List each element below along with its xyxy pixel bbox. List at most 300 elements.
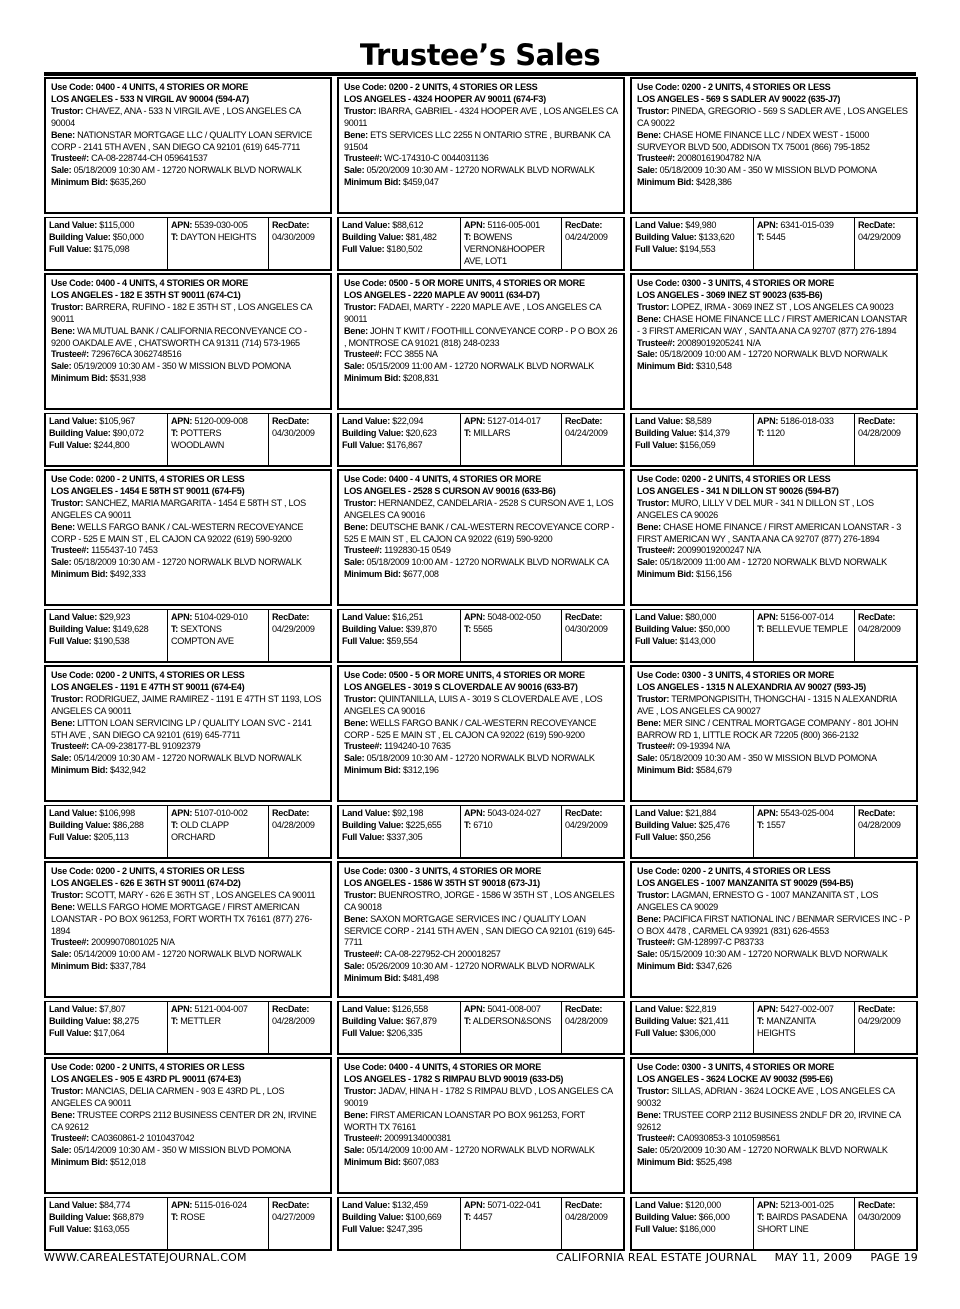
tract-value: 1557 [766,819,786,830]
tract-label: T: [464,623,472,634]
trustee-value: 20099019200247 N/A [677,545,761,556]
listing-entry [630,1057,918,1253]
valuation-box [44,217,332,271]
min-bid-line [344,765,619,777]
full-line [342,440,457,452]
valuation-box [337,609,625,663]
trustee-value: CA0930853-3 1010598561 [677,1133,781,1144]
trustee-label: Trustee#: [51,741,89,752]
building-label: Building Value: [635,1015,697,1026]
land-value: $106,998 [99,808,135,818]
valuation-box [630,217,918,271]
bene-value: CHASE HOME FINANCE / FIRST AMERICAN LOANSTAR - 3 FIRST AMERICAN WY , SANTA ANA CA 92707 (877) 276-1894 [637,521,901,544]
building-line [635,428,750,440]
trustee-value: CA-09-238177-BL 91092379 [91,741,201,752]
full-label: Full Value: [342,1027,385,1038]
tract-line [464,624,558,636]
land-value: $126,558 [392,1004,428,1014]
use-code: Use Code: 0300 - 3 UNITS, 4 STORIES OR MORE [344,866,542,876]
valuation-box [337,1001,625,1055]
trustor-label: Trustor: [51,889,84,900]
recdate-label: RecDate: [565,220,603,230]
building-value: $20,623 [405,427,437,438]
apn-label: APN: [171,1200,193,1210]
apn-line [171,416,265,428]
listing-entry [44,273,332,469]
recdate-cell [269,610,330,661]
sale-line [344,165,619,177]
land-value: $115,000 [99,220,135,230]
land-line [635,1200,750,1212]
property-address: LOS ANGELES - 569 S SADLER AV 90022 (635-J7) [637,93,841,104]
recdate-cell [855,610,916,661]
recdate-label: RecDate: [858,1004,896,1014]
min-bid-label: Minimum Bid: [344,569,401,580]
trustee-line [637,1133,912,1145]
min-bid-value: $428,386 [696,177,732,188]
bene-value: TRUSTEE CORP 2112 BUSINESS 2NDLF DR 20, IRVINE CA 92612 [637,1109,901,1132]
recdate-label: RecDate: [858,416,896,426]
trustor-line [637,302,912,314]
building-label: Building Value: [635,231,697,242]
trustee-line [51,1133,326,1145]
bene-label: Bene: [344,717,368,728]
apn-cell [168,1198,269,1249]
full-label: Full Value: [342,439,385,450]
min-bid-value: $347,626 [696,961,732,972]
recdate-cell [855,1198,916,1249]
full-line [342,1028,457,1040]
apn-label: APN: [757,612,779,622]
full-line [342,244,457,256]
building-value: $68,879 [112,1211,144,1222]
land-line [49,612,164,624]
bene-value: CHASE HOME FINANCE LLC / NDEX WEST - 15000 SURVEYOR BLVD 500, ADDISON TX 75001 (866) 795-1852 [637,129,870,152]
trustor-value: HERNANDEZ, CANDELARIA - 2528 S CURSON AVE 1, LOS ANGELES CA 90016 [344,497,614,520]
min-bid-label: Minimum Bid: [344,765,401,776]
trustor-label: Trustor: [637,497,670,508]
tract-value: POTTERS WOODLAWN [171,427,224,450]
apn-value: 5156-007-014 [780,612,834,622]
listing-details [337,273,625,410]
valuation-box [630,1001,918,1055]
apn-value: 6341-015-039 [780,220,834,230]
trustor-line [637,694,912,718]
min-bid-line [637,1157,912,1169]
apn-line [757,612,851,624]
valuation-box [337,1197,625,1251]
tract-value: BELLEVUE TEMPLE [766,623,848,634]
trustee-line [637,741,912,753]
apn-cell [754,610,855,661]
bene-line [51,130,326,154]
full-value: $156,059 [679,439,716,450]
building-label: Building Value: [635,819,697,830]
values-cell [46,610,168,661]
recdate-cell [562,610,623,661]
tract-line [171,428,265,452]
building-line [49,820,164,832]
recdate-value-line [565,820,620,832]
apn-label: APN: [171,1004,193,1014]
valuation-box [630,805,918,859]
listing-entry [630,77,918,273]
full-label: Full Value: [49,635,92,646]
apn-line [757,416,851,428]
recdate-label-line [858,808,913,820]
recdate-label: RecDate: [272,220,310,230]
use-code-line [344,474,619,486]
use-code: Use Code: 0400 - 4 UNITS, 4 STORIES OR MORE [51,82,249,92]
full-label: Full Value: [49,1223,92,1234]
min-bid-line [344,1157,619,1169]
full-value: $205,113 [93,831,129,842]
land-label: Land Value: [49,220,97,230]
trustee-value: 1155437-10 7453 [91,545,158,556]
recdate-value-line [272,820,327,832]
min-bid-value: $531,938 [110,373,146,384]
min-bid-label: Minimum Bid: [637,177,694,188]
recdate-value-line [565,428,620,440]
trustor-line [344,106,619,130]
address-line [51,682,326,694]
building-label: Building Value: [49,1015,111,1026]
bene-value: NATIONSTAR MORTGAGE LLC / QUALITY LOAN SERVICE CORP - 2141 5TH AVEN , SAN DIEGO CA 92101 (619) 645-7711 [51,129,313,152]
trustor-value: BUENROSTRO, JORGE - 1586 W 35TH ST , LOS ANGELES CA 90018 [344,889,615,912]
recdate-label-line [565,1200,620,1212]
recdate-label-line [858,220,913,232]
sale-value: 05/18/2009 10:30 AM - 12720 NORWALK BLVD NORWALK [73,557,302,568]
recdate-value: 04/28/2009 [272,819,315,830]
sale-label: Sale: [637,949,658,960]
sale-label: Sale: [344,961,365,972]
apn-value: 5071-022-041 [487,1200,541,1210]
sale-label: Sale: [344,753,365,764]
trustee-value: FCC 3855 NA [384,349,438,360]
tract-line [464,428,558,440]
trustor-label: Trustor: [344,693,377,704]
apn-label: APN: [757,416,779,426]
apn-cell [168,806,269,857]
trustee-value: CA-08-228744-CH 059641537 [91,153,208,164]
apn-line [464,808,558,820]
land-label: Land Value: [49,1004,97,1014]
listing-details [630,861,918,998]
valuation-box [630,1197,918,1251]
building-value: $21,411 [698,1015,729,1026]
values-cell [339,1002,461,1053]
property-address: LOS ANGELES - 3019 S CLOVERDALE AV 90016 (633-B7) [344,681,578,692]
apn-line [464,612,558,624]
bene-value: SAXON MORTGAGE SERVICES INC / QUALITY LOAN SERVICE CORP - 2141 5TH AVEN , SAN DIEGO CA 92101 (619) 645-7711 [344,913,615,948]
apn-label: APN: [171,612,193,622]
apn-line [171,808,265,820]
trustee-line [637,338,912,350]
recdate-value: 04/29/2009 [858,231,901,242]
sale-label: Sale: [51,361,72,372]
listing-entry [44,469,332,665]
bene-value: WELLS FARGO BANK / CAL-WESTERN RECOVEYANCE CORP - 525 E MAIN ST , EL CAJON CA 92022 (619) 590-9200 [51,521,304,544]
building-line [635,820,750,832]
apn-label: APN: [171,808,193,818]
min-bid-line [344,569,619,581]
values-cell [46,218,168,269]
recdate-value: 04/29/2009 [565,819,608,830]
recdate-label: RecDate: [565,416,603,426]
building-value: $25,476 [698,819,730,830]
min-bid-label: Minimum Bid: [51,177,108,188]
property-address: LOS ANGELES - 1315 N ALEXANDRIA AV 90027 (593-J5) [637,681,866,692]
min-bid-value: $607,083 [403,1157,439,1168]
trustee-label: Trustee#: [51,349,89,360]
trustor-label: Trustor: [51,693,84,704]
title-rule [44,72,916,76]
page-title: Trustee’s Sales [359,38,601,72]
footer-page: PAGE 19 [870,1251,918,1264]
land-label: Land Value: [635,1004,683,1014]
recdate-label: RecDate: [565,1200,603,1210]
valuation-box [337,805,625,859]
land-line [635,808,750,820]
use-code-line [637,278,912,290]
bene-line [344,130,619,154]
full-value: $50,256 [679,831,711,842]
min-bid-label: Minimum Bid: [637,1157,694,1168]
values-cell [339,218,461,269]
bene-value: WA MUTUAL BANK / CALIFORNIA RECONVEYANCE CO - 9200 OAKDALE AVE , CHATSWORTH CA 91311 (714) 573-1965 [51,325,307,348]
recdate-cell [269,1198,330,1249]
property-address: LOS ANGELES - 3624 LOCKE AV 90032 (595-E6) [637,1073,833,1084]
land-label: Land Value: [342,416,390,426]
listing-details [337,861,625,998]
trustor-label: Trustor: [637,693,670,704]
trustor-value: IBARRA, GABRIEL - 4324 HOOPER AVE , LOS ANGELES CA 90011 [344,105,618,128]
property-address: LOS ANGELES - 905 E 43RD PL 90011 (674-E3) [51,1073,241,1084]
building-line [49,232,164,244]
sale-label: Sale: [637,557,658,568]
apn-cell [461,1002,562,1053]
address-line [637,878,912,890]
address-line [637,94,912,106]
min-bid-label: Minimum Bid: [344,177,401,188]
building-line [635,1016,750,1028]
land-label: Land Value: [342,1200,390,1210]
values-cell [339,1198,461,1249]
min-bid-value: $492,333 [110,569,146,580]
use-code-line [51,866,326,878]
apn-line [171,1200,265,1212]
listing-details [44,77,332,214]
listing-details [630,665,918,802]
land-line [635,612,750,624]
trustee-label: Trustee#: [344,153,382,164]
sale-label: Sale: [344,1145,365,1156]
min-bid-label: Minimum Bid: [344,973,401,984]
trustor-value: MURO, LILLY V DEL MUR - 341 N DILLON ST , LOS ANGELES CA 90026 [637,497,874,520]
listing-entry [630,665,918,861]
sale-line [51,1145,326,1157]
sale-label: Sale: [51,949,72,960]
bene-value: PACIFICA FIRST NATIONAL INC / BENMAR SERVICES INC - P O BOX 4478 , CARMEL CA 93921 (831) 626-4553 [637,913,910,936]
apn-cell [754,1198,855,1249]
apn-value: 5213-001-025 [780,1200,834,1210]
apn-cell [754,806,855,857]
recdate-value: 04/28/2009 [272,1015,315,1026]
building-value: $86,288 [112,819,144,830]
apn-value: 5115-016-024 [194,1200,247,1210]
full-value: $244,800 [93,439,130,450]
recdate-label-line [565,1004,620,1016]
bene-line [344,326,619,350]
trustor-label: Trustor: [637,105,670,116]
footer-website[interactable]: WWW.CAREALESTATEJOURNAL.COM [44,1251,247,1264]
property-address: LOS ANGELES - 1007 MANZANITA ST 90029 (594-B5) [637,877,854,888]
trustee-label: Trustee#: [637,937,675,948]
trustee-label: Trustee#: [51,937,89,948]
values-cell [46,1198,168,1249]
property-address: LOS ANGELES - 341 N DILLON ST 90026 (594-B7) [637,485,839,496]
sale-line [344,961,619,973]
full-value: $17,064 [93,1027,125,1038]
values-cell [632,1198,754,1249]
building-line [342,232,457,244]
trustee-value: 09-19394 N/A [677,741,730,752]
use-code-line [344,82,619,94]
recdate-cell [562,806,623,857]
listing-details [44,273,332,410]
full-label: Full Value: [49,831,92,842]
apn-line [757,808,851,820]
recdate-label: RecDate: [858,612,896,622]
tract-value: METTLER [180,1015,221,1026]
trustor-value: PINEDA, GREGORIO - 569 S SADLER AVE , LOS ANGELES CA 90022 [637,105,908,128]
min-bid-label: Minimum Bid: [637,361,694,372]
trustor-label: Trustor: [51,301,84,312]
building-value: $133,620 [698,231,735,242]
recdate-value: 04/27/2009 [272,1211,315,1222]
tract-label: T: [464,1015,472,1026]
full-line [49,832,164,844]
use-code: Use Code: 0200 - 2 UNITS, 4 STORIES OR LESS [637,82,831,92]
apn-value: 5104-029-010 [194,612,248,622]
recdate-value-line [272,428,327,440]
trustee-line [637,153,912,165]
building-label: Building Value: [635,1211,697,1222]
full-value: $175,098 [93,243,130,254]
recdate-value-line [272,624,327,636]
bene-label: Bene: [637,313,661,324]
min-bid-line [51,1157,326,1169]
use-code-line [637,1062,912,1074]
address-line [344,94,619,106]
apn-value: 5539-030-005 [194,220,248,230]
sale-line [637,1145,912,1157]
tract-value: 6710 [473,819,493,830]
listing-details [630,469,918,606]
trustor-value: TERMPONGPISITH, THONGCHAI - 1315 N ALEXANDRIA AVE , LOS ANGELES CA 90027 [637,693,897,716]
trustor-label: Trustor: [344,301,377,312]
sale-line [637,557,912,569]
sale-label: Sale: [637,753,658,764]
building-label: Building Value: [49,819,111,830]
land-value: $22,819 [685,1004,717,1014]
bene-label: Bene: [344,1109,368,1120]
recdate-value: 04/30/2009 [858,1211,901,1222]
sale-label: Sale: [637,349,658,360]
recdate-label-line [858,1004,913,1016]
min-bid-value: $677,008 [403,569,439,580]
trustee-label: Trustee#: [344,545,382,556]
min-bid-label: Minimum Bid: [637,569,694,580]
bene-value: WELLS FARGO BANK / CAL-WESTERN RECOVEYANCE CORP - 525 E MAIN ST , EL CAJON CA 92022 (619) 590-9200 [344,717,597,740]
address-line [637,682,912,694]
apn-value: 5107-010-002 [194,808,248,818]
building-label: Building Value: [342,1211,404,1222]
sale-line [344,557,619,569]
full-line [342,832,457,844]
sale-label: Sale: [51,557,72,568]
min-bid-label: Minimum Bid: [51,765,108,776]
building-value: $149,628 [112,623,149,634]
bene-line [51,902,326,938]
values-cell [339,610,461,661]
use-code-line [344,866,619,878]
bene-line [51,1110,326,1134]
trustor-label: Trustor: [51,497,84,508]
listing-details [630,273,918,410]
tract-label: T: [464,1211,472,1222]
address-line [637,290,912,302]
use-code: Use Code: 0500 - 5 OR MORE UNITS, 4 STORIES OR MORE [344,670,585,680]
property-address: LOS ANGELES - 1454 E 58TH ST 90011 (674-F5) [51,485,245,496]
apn-label: APN: [171,220,193,230]
trustee-label: Trustee#: [344,741,382,752]
address-line [344,878,619,890]
land-label: Land Value: [635,612,683,622]
apn-line [464,416,558,428]
bene-label: Bene: [637,717,661,728]
apn-label: APN: [464,1004,486,1014]
trustor-value: JADAV, HINA H - 1782 S RIMPAU BLVD , LOS ANGELES CA 90019 [344,1085,613,1108]
trustee-label: Trustee#: [51,545,89,556]
bene-label: Bene: [51,521,75,532]
address-line [344,1074,619,1086]
sale-line [51,949,326,961]
full-label: Full Value: [342,1223,385,1234]
bene-label: Bene: [51,129,75,140]
recdate-value-line [858,428,913,440]
apn-line [464,1200,558,1212]
recdate-value-line [858,624,913,636]
apn-value: 5186-018-033 [780,416,834,426]
use-code-line [344,1062,619,1074]
trustee-label: Trustee#: [637,545,675,556]
land-label: Land Value: [635,416,683,426]
use-code-line [51,82,326,94]
recdate-value-line [272,232,327,244]
sale-value: 05/20/2009 10:30 AM - 12720 NORWALK BLVD NORWALK [366,165,595,176]
sale-line [51,361,326,373]
bene-value: WELLS FARGO HOME MORTGAGE / FIRST AMERICAN LOANSTAR - PO BOX 961253, FORT WORTH TX 76161 (877) 276-1894 [51,901,312,936]
sale-value: 05/19/2009 10:30 AM - 350 W MISSION BLVD POMONA [73,361,291,372]
use-code: Use Code: 0400 - 4 UNITS, 4 STORIES OR MORE [51,278,249,288]
values-cell [632,1002,754,1053]
bene-line [637,1110,912,1134]
recdate-value-line [858,1016,913,1028]
use-code-line [51,278,326,290]
building-label: Building Value: [342,1015,404,1026]
tract-value: ROSE [180,1211,205,1222]
